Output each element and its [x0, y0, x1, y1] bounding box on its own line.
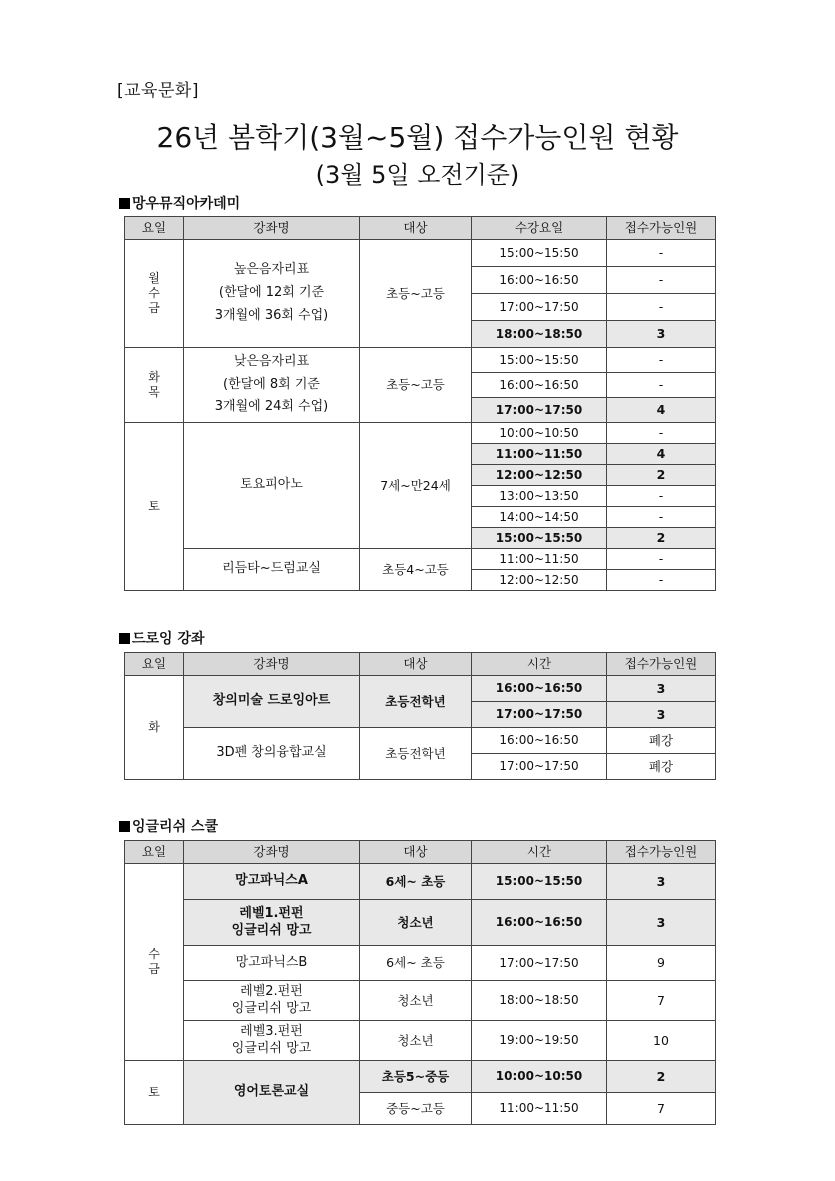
target-cell: 초등전학년 [360, 676, 472, 728]
capacity-cell: - [607, 240, 716, 267]
header-time: 시간 [472, 653, 607, 676]
table-row [125, 728, 716, 754]
header-day: 요일 [125, 217, 184, 240]
time-cell: 14:00~14:50 [472, 507, 607, 528]
time-cell: 15:00~15:50 [472, 348, 607, 373]
target-cell: 초등~고등 [360, 348, 472, 423]
capacity-cell: 2 [607, 528, 716, 549]
course-name: 레벨2.펀펀 잉글리쉬 망고 [184, 981, 360, 1021]
time-cell: 11:00~11:50 [472, 1093, 607, 1125]
table-row [125, 981, 716, 1021]
target-cell: 6세~ 초등 [360, 946, 472, 981]
music-academy-table [124, 216, 716, 591]
capacity-cell: - [607, 373, 716, 398]
target-cell: 초등~고등 [360, 240, 472, 348]
time-cell: 17:00~17:50 [472, 294, 607, 321]
table-row [125, 348, 716, 373]
time-cell: 16:00~16:50 [472, 373, 607, 398]
header-target: 대상 [360, 217, 472, 240]
time-cell: 10:00~10:50 [472, 423, 607, 444]
header-course: 강좌명 [184, 217, 360, 240]
target-cell: 7세~만24세 [360, 423, 472, 549]
time-cell: 10:00~10:50 [472, 1061, 607, 1093]
time-cell: 15:00~15:50 [472, 240, 607, 267]
english-school-table [124, 840, 716, 1125]
header-time: 시간 [472, 841, 607, 864]
table-header-row [125, 653, 716, 676]
capacity-cell: 2 [607, 465, 716, 486]
header-capacity: 접수가능인원 [607, 217, 716, 240]
capacity-cell: 9 [607, 946, 716, 981]
page-subtitle: (3월 5일 오전기준) [315, 161, 520, 189]
capacity-cell: 2 [607, 1061, 716, 1093]
header-time: 수강요일 [472, 217, 607, 240]
target-cell: 청소년 [360, 981, 472, 1021]
capacity-cell: - [607, 486, 716, 507]
course-name: 리듬타~드럼교실 [184, 549, 360, 591]
target-cell: 청소년 [360, 1021, 472, 1061]
header-course: 강좌명 [184, 653, 360, 676]
header-day: 요일 [125, 841, 184, 864]
square-bullet-icon [119, 198, 130, 209]
course-name: 높은음자리표 (한달에 12회 기준 3개월에 36회 수업) [184, 240, 360, 348]
section-heading-music [119, 193, 240, 213]
capacity-cell: 3 [607, 321, 716, 348]
time-cell: 17:00~17:50 [472, 946, 607, 981]
table-row [125, 946, 716, 981]
section-heading-english [119, 816, 218, 836]
time-cell: 16:00~16:50 [472, 267, 607, 294]
capacity-cell: 7 [607, 981, 716, 1021]
target-cell: 초등4~고등 [360, 549, 472, 591]
day-cell: 화 목 [125, 348, 184, 423]
time-cell: 17:00~17:50 [472, 754, 607, 780]
table-row [125, 240, 716, 267]
section-heading-text: 잉글리쉬 스쿨 [132, 819, 219, 835]
header-capacity: 접수가능인원 [607, 841, 716, 864]
category-tag: [교육문화] [117, 81, 199, 101]
course-name: 낮은음자리표 (한달에 8회 기준 3개월에 24회 수업) [184, 348, 360, 423]
time-cell: 18:00~18:50 [472, 981, 607, 1021]
time-cell: 16:00~16:50 [472, 900, 607, 946]
capacity-cell: 3 [607, 900, 716, 946]
day-cell: 화 [125, 676, 184, 780]
capacity-cell: - [607, 423, 716, 444]
target-cell: 6세~ 초등 [360, 864, 472, 900]
table-row [125, 864, 716, 900]
capacity-cell: - [607, 267, 716, 294]
course-name: 레벨1.펀펀 잉글리쉬 망고 [184, 900, 360, 946]
table-row [125, 549, 716, 570]
time-cell: 12:00~12:50 [472, 570, 607, 591]
capacity-cell: - [607, 507, 716, 528]
time-cell: 13:00~13:50 [472, 486, 607, 507]
section-heading-drawing [119, 628, 205, 648]
target-cell: 초등전학년 [360, 728, 472, 780]
day-cell: 토 [125, 1061, 184, 1125]
capacity-cell: - [607, 294, 716, 321]
table-row [125, 1061, 716, 1093]
square-bullet-icon [119, 821, 130, 832]
header-course: 강좌명 [184, 841, 360, 864]
table-row [125, 1021, 716, 1061]
target-cell: 중등~고등 [360, 1093, 472, 1125]
capacity-cell: 폐강 [607, 728, 716, 754]
time-cell: 17:00~17:50 [472, 702, 607, 728]
capacity-cell: 4 [607, 398, 716, 423]
course-name: 토요피아노 [184, 423, 360, 549]
time-cell: 19:00~19:50 [472, 1021, 607, 1061]
table-row [125, 676, 716, 702]
time-cell: 11:00~11:50 [472, 444, 607, 465]
course-name: 레벨3.펀펀 잉글리쉬 망고 [184, 1021, 360, 1061]
capacity-cell: 4 [607, 444, 716, 465]
capacity-cell: 폐강 [607, 754, 716, 780]
square-bullet-icon [119, 633, 130, 644]
table-header-row [125, 217, 716, 240]
day-cell: 수 금 [125, 864, 184, 1061]
header-target: 대상 [360, 653, 472, 676]
time-cell: 16:00~16:50 [472, 728, 607, 754]
capacity-cell: 7 [607, 1093, 716, 1125]
capacity-cell: - [607, 348, 716, 373]
table-row [125, 900, 716, 946]
header-target: 대상 [360, 841, 472, 864]
time-cell: 17:00~17:50 [472, 398, 607, 423]
course-name: 망고파닉스A [184, 864, 360, 900]
course-name: 영어토론교실 [184, 1061, 360, 1125]
drawing-table [124, 652, 716, 780]
time-cell: 11:00~11:50 [472, 549, 607, 570]
course-name: 3D펜 창의융합교실 [184, 728, 360, 780]
table-header-row [125, 841, 716, 864]
page-title: 26년 봄학기(3월~5월) 접수가능인원 현황 [156, 121, 679, 154]
table-row [125, 423, 716, 444]
capacity-cell: - [607, 549, 716, 570]
target-cell: 초등5~중등 [360, 1061, 472, 1093]
day-cell: 토 [125, 423, 184, 591]
capacity-cell: - [607, 570, 716, 591]
capacity-cell: 10 [607, 1021, 716, 1061]
course-name: 망고파닉스B [184, 946, 360, 981]
section-heading-text: 드로잉 강좌 [132, 631, 205, 647]
target-cell: 청소년 [360, 900, 472, 946]
capacity-cell: 3 [607, 676, 716, 702]
course-name: 창의미술 드로잉아트 [184, 676, 360, 728]
header-capacity: 접수가능인원 [607, 653, 716, 676]
header-day: 요일 [125, 653, 184, 676]
time-cell: 15:00~15:50 [472, 528, 607, 549]
time-cell: 15:00~15:50 [472, 864, 607, 900]
day-cell: 월 수 금 [125, 240, 184, 348]
time-cell: 16:00~16:50 [472, 676, 607, 702]
time-cell: 12:00~12:50 [472, 465, 607, 486]
capacity-cell: 3 [607, 864, 716, 900]
section-heading-text: 망우뮤직아카데미 [132, 196, 241, 212]
time-cell: 18:00~18:50 [472, 321, 607, 348]
capacity-cell: 3 [607, 702, 716, 728]
